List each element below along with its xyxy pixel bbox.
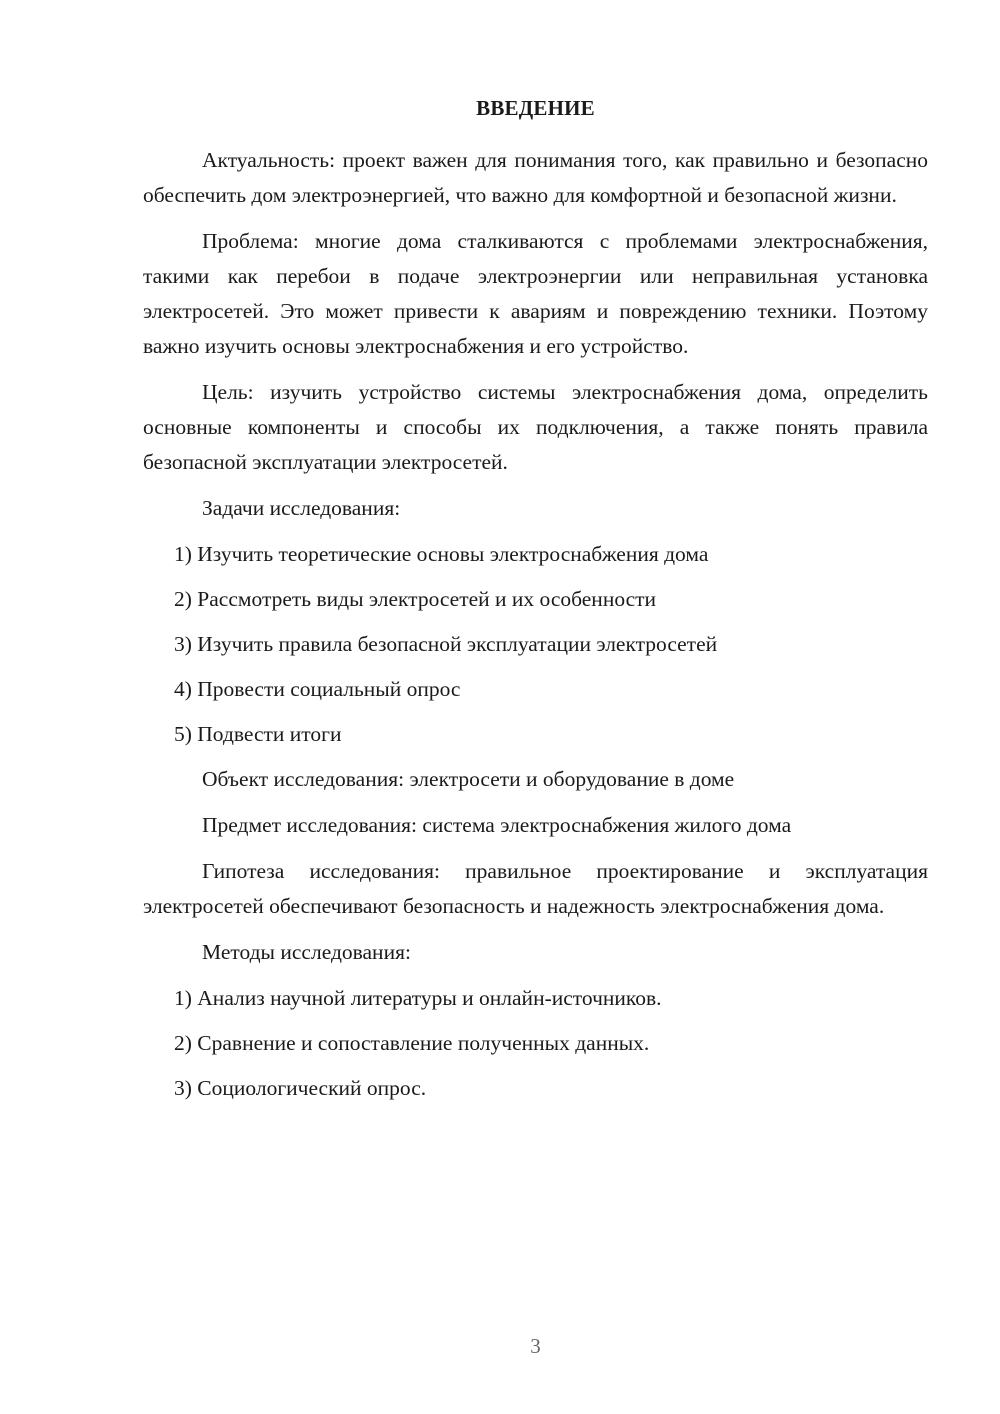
list-item: 2) Рассмотреть виды электросетей и их особенности [174, 587, 657, 611]
relevance-paragraph: Актуальность: проект важен для понимания того, как правильно и безопасно обеспечить дом электроэнергией, что важно для комфортной и безопасной жизни. [143, 148, 928, 207]
object-paragraph: Объект исследования: электросети и оборудование в доме [202, 767, 735, 791]
methods-heading: Методы исследования: [202, 940, 411, 964]
list-item: 1) Изучить теоретические основы электроснабжения дома [174, 542, 709, 566]
list-item: 5) Подвести итоги [174, 722, 342, 746]
list-item: 4) Провести социальный опрос [174, 677, 461, 701]
page-number: 3 [530, 1334, 541, 1358]
tasks-heading: Задачи исследования: [202, 496, 401, 520]
list-item: 3) Социологический опрос. [174, 1076, 427, 1100]
document-body [143, 143, 928, 1116]
tasks-list [143, 537, 928, 752]
list-item: 2) Сравнение и сопоставление полученных данных. [174, 1031, 650, 1055]
section-title: ВВЕДЕНИЕ [476, 96, 595, 120]
list-item: 3) Изучить правила безопасной эксплуатации электросетей [174, 632, 718, 656]
list-item: 1) Анализ научной литературы и онлайн-источников. [174, 986, 662, 1010]
hypothesis-paragraph: Гипотеза исследования: правильное проектирование и эксплуатация электросетей обеспечивают безопасность и надежность электроснабжения дома. [143, 859, 928, 918]
problem-paragraph: Проблема: многие дома сталкиваются с проблемами электроснабжения, такими как перебои в подаче электроэнергии или неправильная установка электросетей. Это может привести к авариям и повреждению техники. Поэтому важно изучить основы электроснабжения и его устройство. [143, 229, 928, 358]
subject-paragraph: Предмет исследования: система электроснабжения жилого дома [202, 813, 792, 837]
goal-paragraph: Цель: изучить устройство системы электроснабжения дома, определить основные компоненты и способы их подключения, а также понять правила безопасной эксплуатации электросетей. [143, 380, 928, 474]
methods-list [143, 981, 928, 1106]
document-page [143, 0, 928, 1414]
